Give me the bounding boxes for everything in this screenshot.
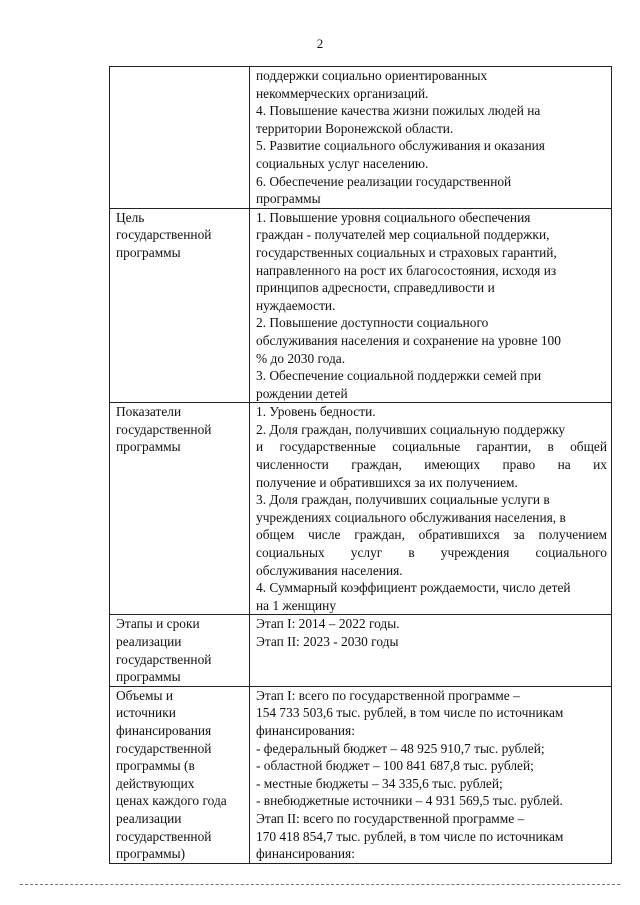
text-line: 4. Повышение качества жизни пожилых людей на: [256, 103, 541, 119]
label-line: реализации: [116, 634, 182, 649]
text-line: Этап II: 2023 - 2030 годы: [256, 634, 399, 649]
text-line: 154 733 503,6 тыс. рублей, в том числе по источникам: [256, 705, 564, 721]
label-line: Цель: [116, 209, 145, 225]
label-line: программы: [116, 669, 181, 685]
text-line: Этап I: 2014 – 2022 годы.: [256, 616, 400, 632]
label-line: программы: [116, 439, 181, 455]
label-line: Этапы и сроки: [116, 616, 200, 632]
page-number: 2: [316, 36, 324, 51]
label-line: Объемы и: [116, 687, 174, 703]
text-line: Этап II: всего по государственной программе –: [256, 810, 525, 826]
text-line: 1. Повышение уровня социального обеспечения: [256, 209, 531, 225]
label-line: программы): [116, 846, 186, 862]
text-line: социальных услуг в учреждения социального: [256, 545, 607, 561]
text-line: принципов адресности, справедливости и: [256, 280, 495, 296]
text-line: социальных услуг населению.: [256, 155, 429, 171]
text-line: 170 418 854,7 тыс. рублей, в том числе по источникам: [256, 828, 564, 844]
label-line: действующих: [116, 775, 195, 791]
text-line: 3. Обеспечение социальной поддержки семей при: [256, 368, 542, 384]
text-line: направленного на рост их благосостояния, исходя из: [256, 262, 557, 278]
label-line: финансирования: [116, 722, 212, 738]
text-line: обслуживания населения и сохранение на уровне 100: [256, 332, 561, 348]
text-line: 2. Доля граждан, получивших социальную поддержку: [256, 421, 566, 437]
label-line: программы: [116, 244, 181, 260]
label-line: государственной: [116, 740, 212, 756]
text-line: государственных социальных и страховых гарантий,: [256, 244, 557, 260]
text-line: - внебюджетные источники – 4 931 569,5 тыс. рублей.: [256, 793, 563, 809]
text-line: программы: [256, 191, 321, 207]
text-line: финансирования:: [256, 722, 355, 738]
row-content: [250, 403, 612, 615]
text-line: 5. Развитие социального обслуживания и оказания: [256, 138, 545, 154]
row-label: [110, 615, 250, 686]
row-content: [250, 208, 612, 403]
text-line: 2. Повышение доступности социального: [256, 315, 489, 331]
text-line: общем числе граждан, обратившихся за получением: [256, 527, 607, 543]
label-line: ценах каждого года: [116, 793, 227, 809]
label-line: государственной: [116, 421, 212, 437]
label-line: государственной: [116, 828, 212, 844]
row-label: [110, 208, 250, 403]
row-label: [110, 403, 250, 615]
text-line: некоммерческих организаций.: [256, 85, 429, 101]
text-line: % до 2030 года.: [256, 350, 346, 366]
text-line: 4. Суммарный коэффициент рождаемости, число детей: [256, 580, 571, 596]
row-label: [110, 67, 250, 209]
table-row: [110, 686, 612, 863]
text-line: на 1 женщину: [256, 597, 337, 613]
program-passport-table: [109, 66, 612, 864]
text-line: и государственные социальные гарантии, в общей: [256, 439, 607, 455]
label-line: программы (в: [116, 758, 195, 774]
text-line: получение и обратившихся за их получением.: [256, 474, 518, 490]
table-row: [110, 403, 612, 615]
text-line: Этап I: всего по государственной программе –: [256, 687, 520, 703]
text-line: - областной бюджет – 100 841 687,8 тыс. рублей;: [256, 758, 534, 774]
text-line: учреждениях социального обслуживания населения, в: [256, 509, 566, 525]
text-line: 6. Обеспечение реализации государственной: [256, 173, 512, 189]
text-line: нуждаемости.: [256, 297, 336, 313]
row-content: [250, 686, 612, 863]
row-content: [250, 615, 612, 686]
table-row: [110, 67, 612, 209]
label-line: реализации: [116, 810, 182, 826]
text-line: 1. Уровень бедности.: [256, 404, 376, 420]
page-bottom-rule: [20, 884, 620, 885]
text-line: рождении детей: [256, 385, 348, 401]
row-content: [250, 67, 612, 209]
table-row: [110, 615, 612, 686]
text-line: обслуживания населения.: [256, 562, 403, 578]
text-line: поддержки социально ориентированных: [256, 68, 488, 83]
text-line: 3. Доля граждан, получивших социальные услуги в: [256, 492, 550, 508]
label-line: источники: [116, 705, 176, 721]
table-row: [110, 208, 612, 403]
label-line: государственной: [116, 227, 212, 243]
text-line: территории Воронежской области.: [256, 120, 454, 136]
row-label: [110, 686, 250, 863]
text-line: финансирования:: [256, 846, 355, 862]
text-line: численности граждан, имеющих право на их: [256, 457, 607, 473]
label-line: государственной: [116, 651, 212, 667]
text-line: граждан - получателей мер социальной поддержки,: [256, 227, 550, 243]
text-line: - федеральный бюджет – 48 925 910,7 тыс. рублей;: [256, 740, 545, 756]
text-line: - местные бюджеты – 34 335,6 тыс. рублей;: [256, 775, 503, 791]
label-line: Показатели: [116, 404, 182, 420]
